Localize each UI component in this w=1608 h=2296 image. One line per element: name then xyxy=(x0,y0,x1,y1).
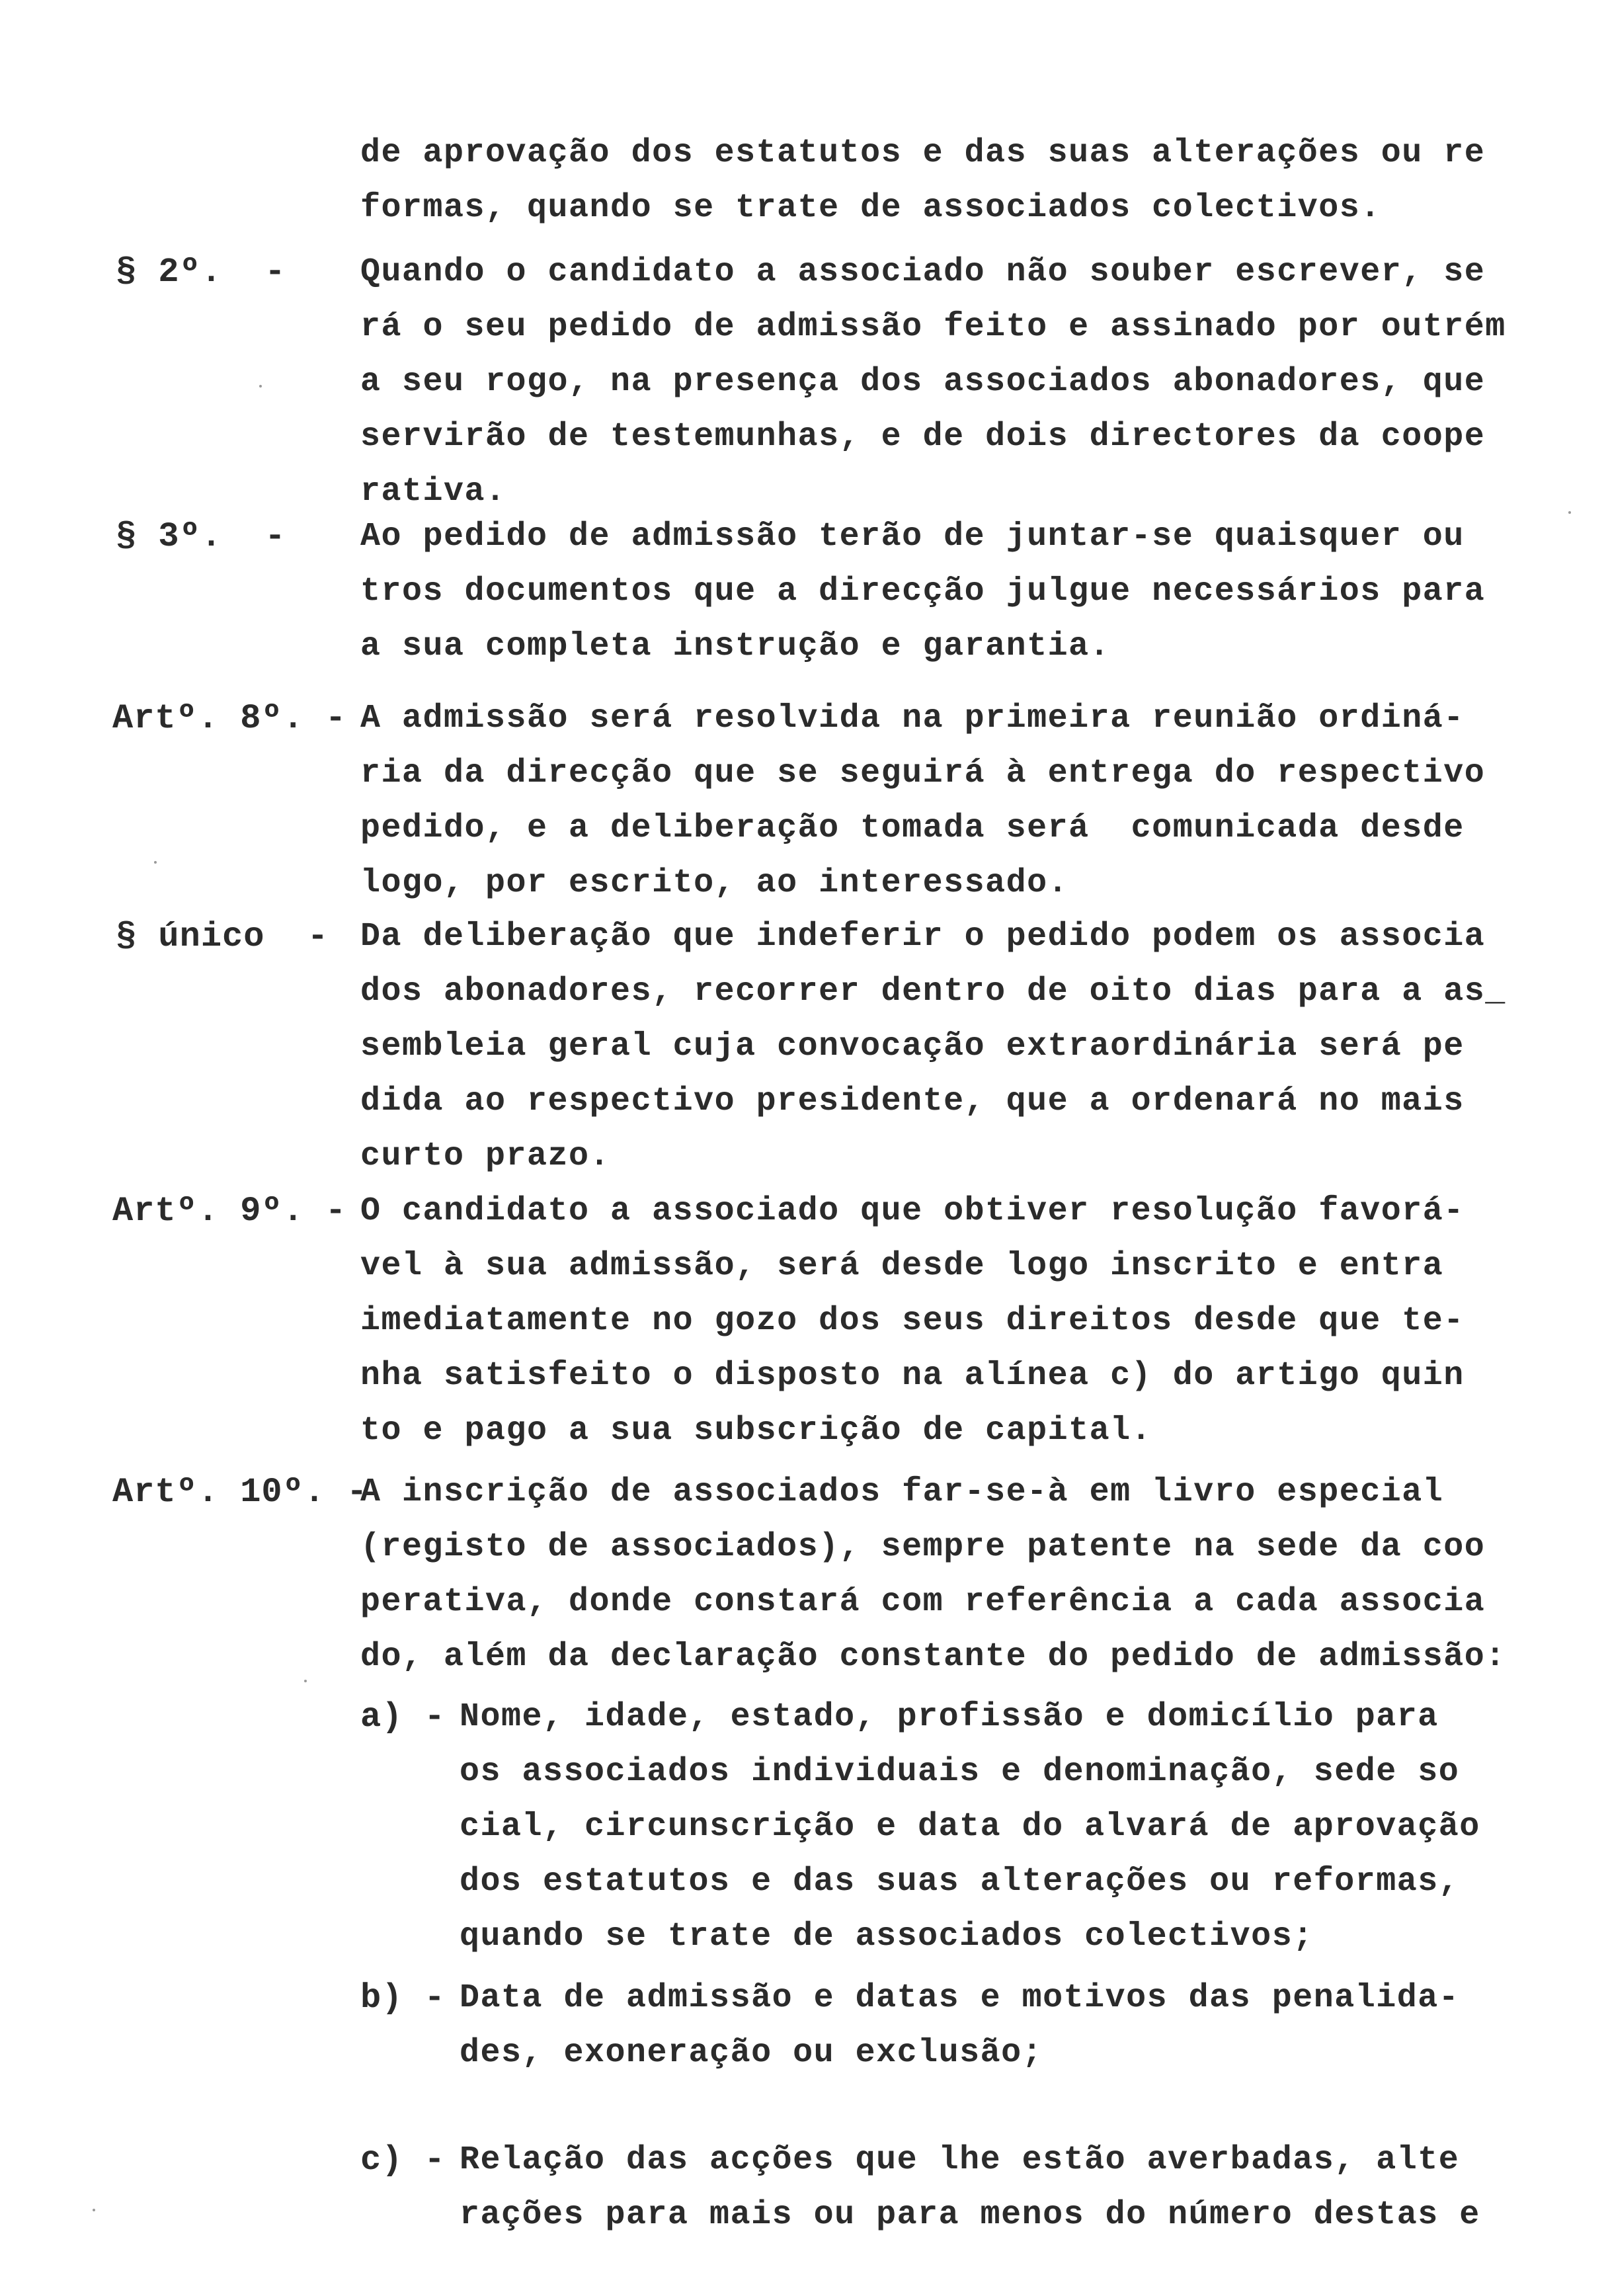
text-line: pedido, e a deliberação tomada será comunicada desde xyxy=(360,809,1465,847)
text-line: imediatamente no gozo dos seus direitos desde que te- xyxy=(360,1302,1465,1340)
scan-speck xyxy=(304,1680,307,1682)
text-line: do, além da declaração constante do pedido de admissão: xyxy=(360,1638,1506,1676)
text-line: to e pago a sua subscrição de capital. xyxy=(360,1412,1152,1450)
text-line: (registo de associados), sempre patente na sede da coo xyxy=(360,1528,1486,1566)
text-line: dos estatutos e das suas alterações ou reformas, xyxy=(460,1863,1460,1901)
paragraph-body xyxy=(360,509,1485,674)
text-line: Ao pedido de admissão terão de juntar-se quaisquer ou xyxy=(360,518,1465,555)
scan-speck xyxy=(154,861,157,864)
text-line: logo, por escrito, ao interessado. xyxy=(360,864,1069,902)
text-line: servirão de testemunhas, e de dois directores da coope xyxy=(360,418,1486,456)
text-line: perativa, donde constará com referência a cada associa xyxy=(360,1583,1486,1621)
list-marker: c) - xyxy=(360,2141,446,2180)
section-label: § 3º. - xyxy=(116,517,286,556)
paragraph-body xyxy=(360,1465,1506,1684)
text-line: quando se trate de associados colectivos; xyxy=(460,1918,1314,1955)
article-label: Artº. 10º. - xyxy=(112,1473,368,1512)
paragraph-body xyxy=(360,245,1506,519)
text-line: Data de admissão e datas e motivos das penalida- xyxy=(460,1979,1460,2017)
scan-speck xyxy=(93,2209,95,2211)
text-line: Relação das acções que lhe estão averbadas, alte xyxy=(460,2141,1460,2179)
text-line: rativa. xyxy=(360,473,506,511)
list-item-body xyxy=(460,2133,1480,2242)
text-line: a sua completa instrução e garantia. xyxy=(360,628,1111,665)
text-line: os associados individuais e denominação, sede so xyxy=(460,1753,1460,1791)
section-label: § 2º. - xyxy=(116,253,286,292)
paragraph-body xyxy=(360,691,1485,911)
text-line: Da deliberação que indeferir o pedido podem os associa xyxy=(360,918,1486,956)
article-label: Artº. 9º. - xyxy=(112,1192,347,1231)
text-line: dida ao respectivo presidente, que a ordenará no mais xyxy=(360,1083,1465,1120)
text-line: tros documentos que a direcção julgue necessários para xyxy=(360,573,1486,610)
list-marker: a) - xyxy=(360,1698,446,1737)
list-item-body xyxy=(460,1690,1480,1964)
scan-speck xyxy=(259,385,262,388)
text-line: curto prazo. xyxy=(360,1137,611,1175)
text-line: a seu rogo, na presença dos associados abonadores, que xyxy=(360,363,1486,401)
text-line: formas, quando se trate de associados colectivos. xyxy=(360,189,1381,227)
paragraph-body xyxy=(360,126,1485,235)
scan-speck xyxy=(1568,511,1571,514)
text-line: rá o seu pedido de admissão feito e assinado por outrém xyxy=(360,308,1506,346)
text-line: A inscrição de associados far-se-à em livro especial xyxy=(360,1473,1444,1511)
text-line: O candidato a associado que obtiver resolução favorá- xyxy=(360,1192,1465,1230)
paragraph-body xyxy=(360,909,1506,1184)
text-line: Nome, idade, estado, profissão e domicílio para xyxy=(460,1698,1439,1736)
text-line: ria da direcção que se seguirá à entrega do respectivo xyxy=(360,755,1486,792)
text-line: nha satisfeito o disposto na alínea c) do artigo quin xyxy=(360,1357,1465,1395)
list-marker: b) - xyxy=(360,1979,446,2018)
text-line: A admissão será resolvida na primeira reunião ordiná- xyxy=(360,700,1465,737)
paragraph-body xyxy=(360,1184,1465,1458)
article-label: Artº. 8º. - xyxy=(112,699,347,738)
text-line: dos abonadores, recorrer dentro de oito dias para a as_ xyxy=(360,973,1506,1010)
list-item-body xyxy=(460,1971,1459,2080)
text-line: rações para mais ou para menos do número destas e xyxy=(460,2196,1480,2234)
text-line: sembleia geral cuja convocação extraordinária será pe xyxy=(360,1028,1465,1065)
text-line: des, exoneração ou exclusão; xyxy=(460,2034,1043,2072)
text-line: vel à sua admissão, será desde logo inscrito e entra xyxy=(360,1247,1444,1285)
text-line: de aprovação dos estatutos e das suas alterações ou re xyxy=(360,134,1486,172)
section-label: § único - xyxy=(116,917,329,956)
text-line: cial, circunscrição e data do alvará de aprovação xyxy=(460,1808,1480,1846)
text-line: Quando o candidato a associado não souber escrever, se xyxy=(360,253,1486,291)
